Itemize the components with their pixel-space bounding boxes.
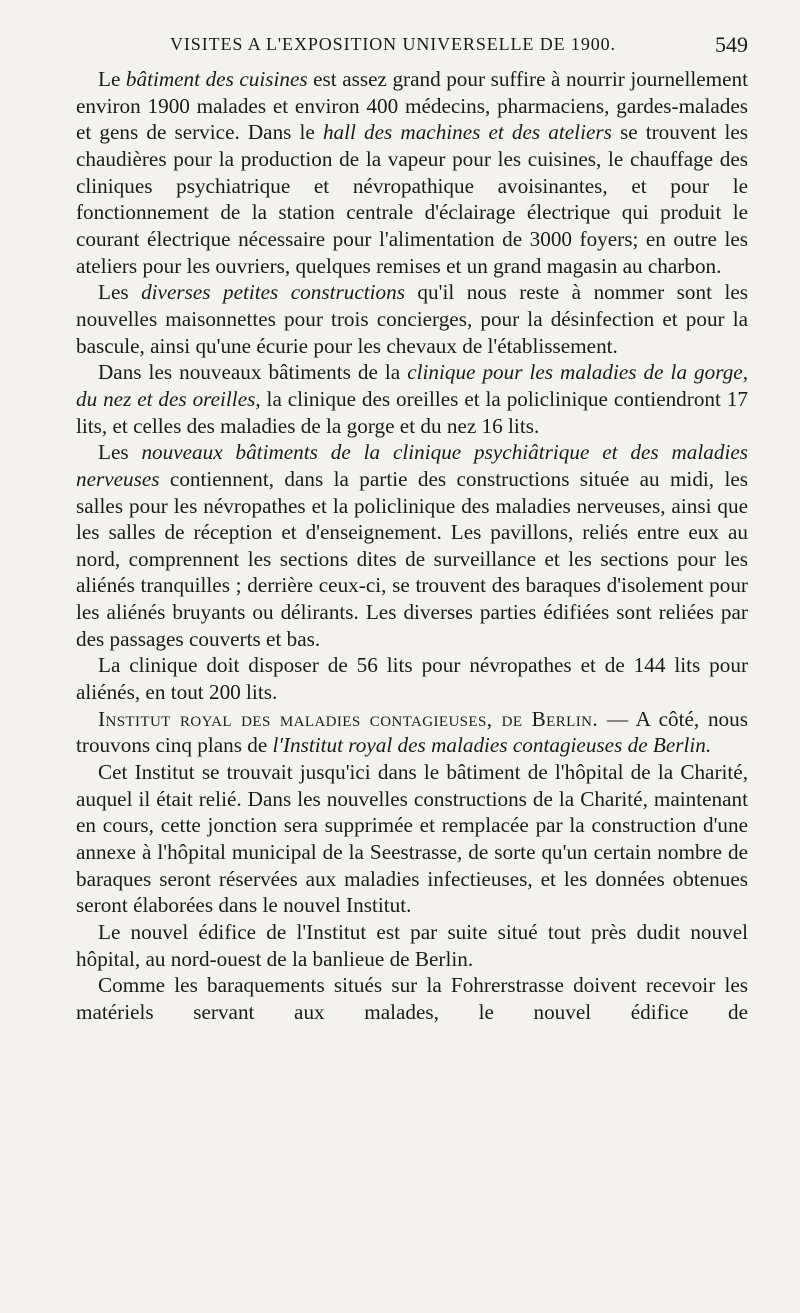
page-body — [76, 66, 748, 1026]
section-heading-run: Institut royal des maladies contagieuses, de Berlin. — [98, 706, 599, 731]
paragraph — [76, 439, 748, 652]
page-number: 549 — [715, 32, 748, 57]
paragraph — [76, 972, 748, 1025]
paragraph — [76, 919, 748, 972]
paragraph — [76, 279, 748, 359]
italic-run: bâtiment des cuisines — [125, 67, 308, 91]
text-run: La clinique doit disposer de 56 lits pour névropathes et de 144 lits pour aliénés, en tout 200 lits. — [76, 653, 748, 705]
text-run: Les — [98, 440, 142, 465]
paragraph — [76, 359, 748, 439]
text-run: Comme les baraquements situés sur la Fohrerstrasse doivent recevoir les matériels servant aux malades, le nouvel édifice de — [76, 973, 748, 1024]
paragraph — [76, 706, 748, 759]
text-run: se trouvent les chaudières pour la production de la vapeur pour les cuisines, le chauffage des cliniques psychiatrique et névropathique avoisinantes, et pour le fonctionnement de la station centrale d'éclairage électrique qui produit le courant électrique nécessaire pour l'alimentation de 3000 foyers; en outre les ateliers pour les ouvriers, quelques remises et un grand magasin au charbon. — [76, 120, 749, 278]
italic-run: hall des machines et des ateliers — [322, 120, 612, 145]
text-run: Les — [98, 280, 142, 305]
running-header — [76, 34, 748, 66]
text-run: Dans les nouveaux bâtiments de la — [98, 360, 408, 385]
text-run: — A côté, nous trouvons cinq plans de — [76, 706, 748, 758]
paragraph — [76, 652, 748, 705]
text-run: Le — [98, 67, 126, 91]
paragraph — [76, 66, 748, 279]
text-run: qu'il nous reste à nommer sont les nouvelles maisonnettes pour trois concierges, pour la désinfection et pour la bascule, ainsi qu'une écurie pour les chevaux de l'établissement. — [76, 280, 748, 358]
text-run: Le nouvel édifice de l'Institut est par suite situé tout près dudit nouvel hôpital, au nord-ouest de la banlieue de Berlin. — [76, 920, 748, 971]
text-run: est assez grand pour suffire à nourrir journellement environ 1900 malades et environ 400 médecins, pharmaciens, gardes-malades et gens de service. Dans le — [76, 67, 748, 145]
italic-run: clinique pour les maladies de la gorge, du nez et des oreilles — [76, 360, 748, 411]
text-run: Cet Institut se trouvait jusqu'ici dans le bâtiment de l'hôpital de la Charité, auquel il était relié. Dans les nouvelles constructions de la Charité, maintenant en cours, cette jonction sera supprimée et remplacée par la construction d'une annexe à l'hôpital municipal de la Seestrasse, de sorte qu'un certain nombre de baraques seront réservées aux maladies infectieuses, et les données obtenues seront élaborées dans le nouvel Institut. — [76, 760, 748, 918]
italic-run: nouveaux bâtiments de la clinique psychiâtrique et des maladies nerveuses — [76, 440, 748, 491]
text-run: , la clinique des oreilles et la policlinique contiendront 17 lits, et celles des maladies de la gorge et du nez 16 lits. — [76, 386, 749, 438]
italic-run: l'Institut royal des maladies contagieuses de Berlin. — [272, 733, 712, 758]
running-title: VISITES A L'EXPOSITION UNIVERSELLE DE 1900. — [170, 34, 616, 54]
italic-run: diverses petites constructions — [141, 280, 405, 305]
paragraph — [76, 759, 748, 919]
text-run: contiennent, dans la partie des constructions située au midi, les salles pour les névropathes et la policlinique des maladies nerveuses, ainsi que les salles de réception et d'enseignement. Les pavillons, reliés entre eux au nord, comprennent les sections dites de surveillance et les sections pour les aliénés tranquilles ; derrière ceux-ci, se trouvent des baraques d'isolement pour les aliénés bruyants ou délirants. Les diverses parties édifiées sont reliées par des passages couverts et bas. — [76, 466, 748, 651]
